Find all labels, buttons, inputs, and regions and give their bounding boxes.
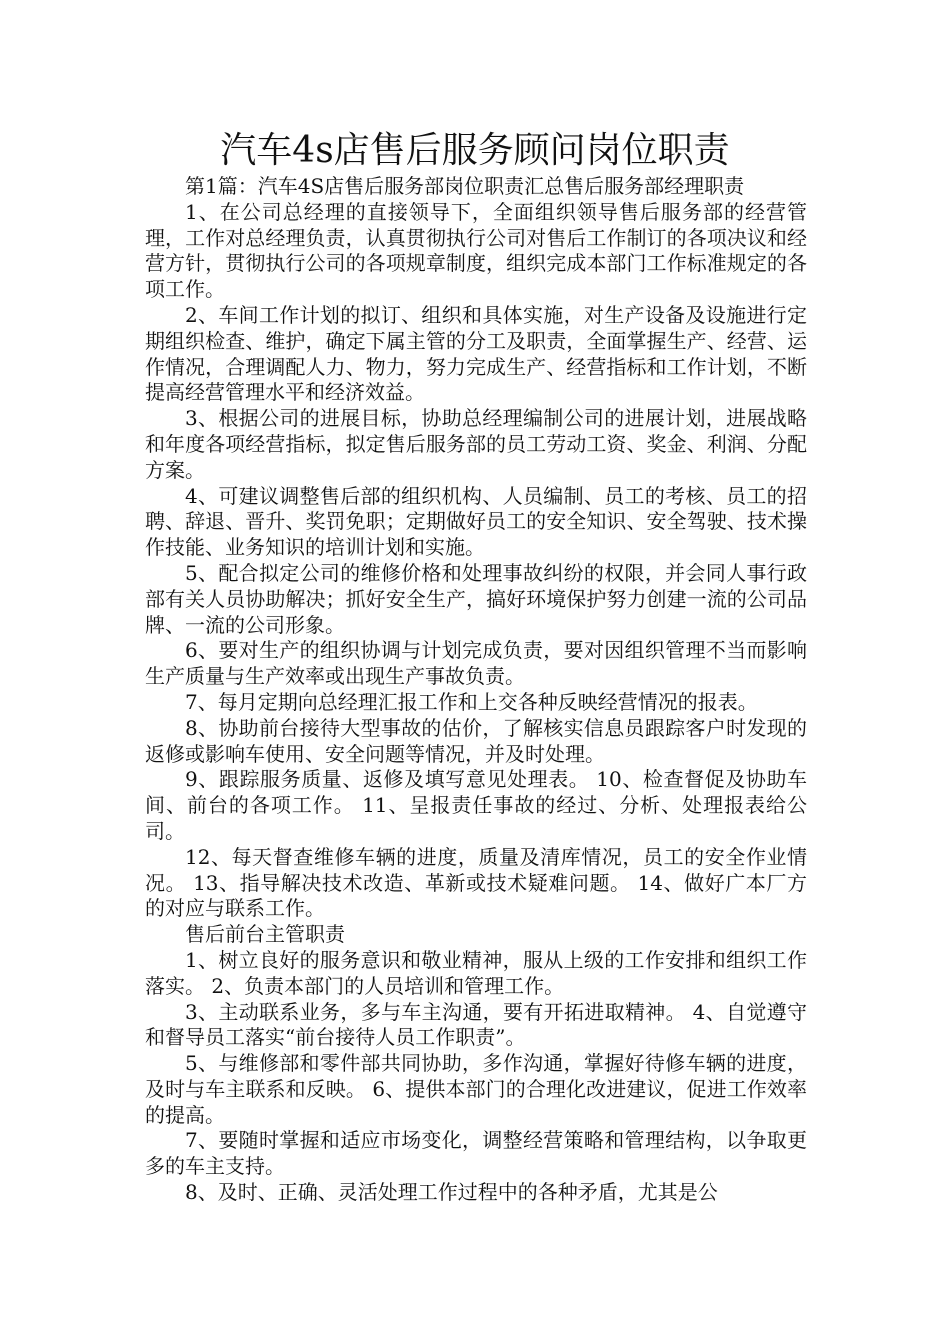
paragraph-1: 1、在公司总经理的直接领导下，全面组织领导售后服务部的经营管理，工作对总经理负责，认真贯彻执行公司对售后工作制订的各项决议和经营方针，贯彻执行公司的各项规章制度，组织完成本部门工作标准规定的各项工作。	[145, 199, 807, 302]
paragraph-10: 12、每天督查维修车辆的进度，质量及清库情况，员工的安全作业情况。 13、指导解决技术改造、革新或技术疑难问题。 14、做好广本厂方的对应与联系工作。	[145, 844, 807, 921]
document-title: 汽车4s店售后服务顾问岗位职责	[220, 130, 730, 171]
paragraph-heading-1: 第1篇：汽车4S店售后服务部岗位职责汇总售后服务部经理职责	[185, 174, 745, 198]
paragraph-13: 5、与维修部和零件部共同协助，多作沟通，掌握好待修车辆的进度，及时与车主联系和反映。 6、提供本部门的合理化改进建议，促进工作效率的提高。	[145, 1051, 807, 1127]
paragraph-4: 4、可建议调整售后部的组织机构、人员编制、员工的考核、员工的招聘、辞退、晋升、奖罚免职；定期做好员工的安全知识、安全驾驶、技术操作技能、业务知识的培训计划和实施。	[145, 483, 807, 560]
paragraph-3: 3、根据公司的进展目标，协助总经理编制公司的进展计划，进展战略和年度各项经营指标，拟定售后服务部的员工劳动工资、奖金、利润、分配方案。	[145, 406, 807, 482]
paragraph-8: 8、协助前台接待大型事故的估价，了解核实信息员跟踪客户时发现的返修或影响车使用、安全问题等情况，并及时处理。	[145, 715, 807, 766]
paragraph-6: 6、要对生产的组织协调与计划完成负责，要对因组织管理不当而影响生产质量与生产效率或出现生产事故负责。	[145, 638, 807, 689]
paragraph-9: 9、跟踪服务质量、返修及填写意见处理表。 10、检查督促及协助车间、前台的各项工作。 11、呈报责任事故的经过、分析、处理报表给公司。	[145, 767, 807, 843]
paragraph-15: 8、及时、正确、灵活处理工作过程中的各种矛盾，尤其是公	[185, 1180, 718, 1205]
paragraph-2: 2、车间工作计划的拟订、组织和具体实施，对生产设备及设施进行定期组织检查、维护，确定下属主管的分工及职责，全面掌握生产、经营、运作情况，合理调配人力、物力，努力完成生产、经营指标和工作计划，不断提高经营管理水平和经济效益。	[145, 302, 807, 405]
section-heading-front-desk: 售后前台主管职责	[185, 922, 345, 947]
paragraph-14: 7、要随时掌握和适应市场变化，调整经营策略和管理结构，以争取更多的车主支持。	[145, 1128, 807, 1179]
paragraph-5: 5、配合拟定公司的维修价格和处理事故纠纷的权限，并会同人事行政部有关人员协助解决；抓好安全生产，搞好环境保护努力创建一流的公司品牌、一流的公司形象。	[145, 560, 807, 637]
paragraph-7: 7、每月定期向总经理汇报工作和上交各种反映经营情况的报表。	[185, 689, 758, 714]
paragraph-11: 1、树立良好的服务意识和敬业精神，服从上级的工作安排和组织工作落实。 2、负责本部门的人员培训和管理工作。	[145, 947, 807, 998]
document-body	[145, 174, 807, 1206]
paragraph-12: 3、主动联系业务，多与车主沟通，要有开拓进取精神。 4、自觉遵守和督导员工落实“前台接待人员工作职责”。	[145, 999, 807, 1050]
